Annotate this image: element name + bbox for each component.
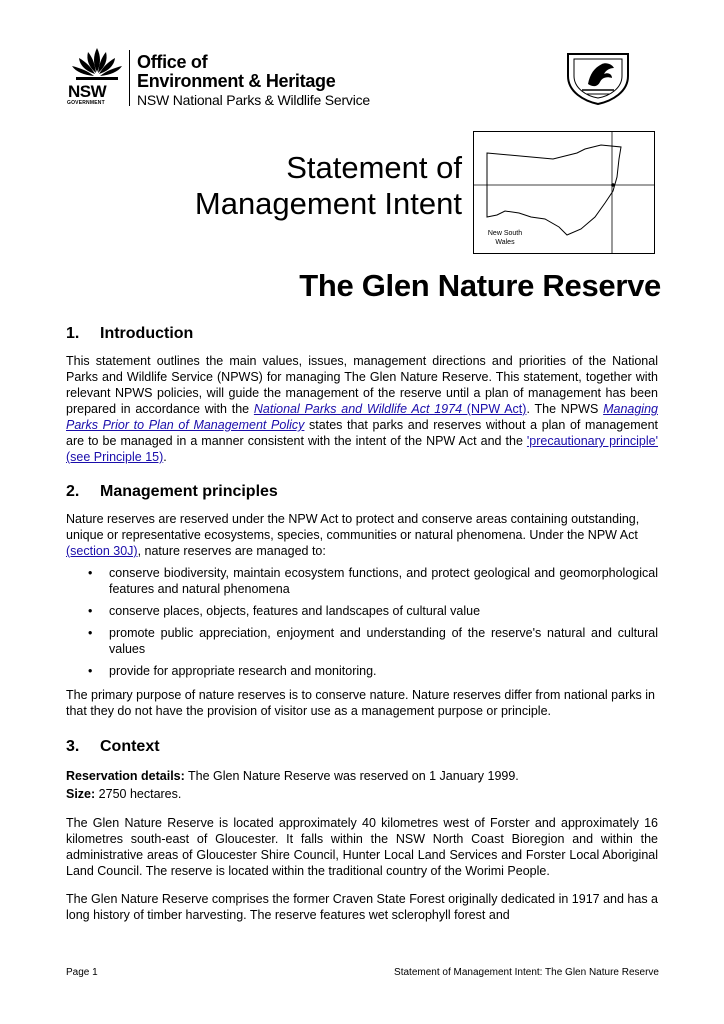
management-principles-list xyxy=(66,565,658,685)
reserve-size xyxy=(66,786,658,802)
org-name-line1: Office of xyxy=(137,52,208,72)
document-type-line2: Management Intent xyxy=(194,186,462,221)
government-logo-text: GOVERNMENT xyxy=(67,100,105,106)
section-heading-context xyxy=(66,738,160,756)
nsw-logo-text: NSW xyxy=(68,82,107,101)
list-item xyxy=(66,663,658,679)
intro-text-b: . The NPWS xyxy=(526,402,604,416)
section-heading-management-principles xyxy=(66,483,278,501)
context-paragraph-history: The Glen Nature Reserve comprises the former Craven State Forest originally dedicated in 1917 and has a long history of timber harvesting. The reserve features wet sclerophyll forest and xyxy=(66,892,658,922)
section-title: Introduction xyxy=(100,325,194,342)
bullet-icon: • xyxy=(88,604,93,618)
bullet-icon: • xyxy=(88,626,93,640)
size-label: Size: xyxy=(66,787,96,801)
header-divider xyxy=(129,50,130,106)
principles-intro-text-b: , nature reserves are managed to: xyxy=(137,544,326,558)
intro-text-c: states that parks and reserves without a plan of management are to be managed in a manner consistent with the intent of the NPW Act and the xyxy=(66,418,659,448)
reserve-title: The Glen Nature Reserve xyxy=(299,268,661,303)
section-title: Context xyxy=(100,738,160,755)
management-principles-closing: The primary purpose of nature reserves is to conserve nature. Nature reserves differ from national parks in that they do not have the provision of visitor use as a management purpose or principle. xyxy=(66,688,655,718)
map-label xyxy=(485,229,525,247)
org-name-line2: Environment & Heritage xyxy=(137,71,336,91)
list-item-text: conserve places, objects, features and landscapes of cultural value xyxy=(109,604,481,618)
page-number: Page 1 xyxy=(66,967,98,978)
running-footer-title: Statement of Management Intent: The Glen Nature Reserve xyxy=(394,967,659,978)
list-item-text: conserve biodiversity, maintain ecosystem functions, and protect geological and geomorphological features and natural phenomena xyxy=(109,566,658,596)
section-number: 2. xyxy=(66,483,80,500)
location-map xyxy=(473,131,655,254)
list-item-text: provide for appropriate research and monitoring. xyxy=(109,664,377,678)
principles-intro-text-a: Nature reserves are reserved under the NPW Act to protect and conserve areas containing outstanding, unique or representative ecosystems, species, communities or natural phenomena. Under the NPW Act xyxy=(66,512,640,542)
section-30j-link[interactable]: (section 30J) xyxy=(66,544,138,558)
list-item xyxy=(66,603,658,619)
list-item-text: promote public appreciation, enjoyment and understanding of the reserve's natural and cultural values xyxy=(109,626,658,656)
management-principles-intro xyxy=(66,511,658,559)
size-text: 2750 hectares. xyxy=(95,787,182,801)
reservation-text: The Glen Nature Reserve was reserved on 1 January 1999. xyxy=(184,769,519,783)
bullet-icon: • xyxy=(88,664,93,678)
npws-emblem-icon xyxy=(562,46,634,104)
org-name-line3: NSW National Parks & Wildlife Service xyxy=(137,92,370,108)
section-title: Management principles xyxy=(100,483,278,500)
intro-text-d: . xyxy=(163,450,167,464)
introduction-paragraph xyxy=(66,353,658,465)
bullet-icon: • xyxy=(88,566,93,580)
map-label-line2: Wales xyxy=(495,239,515,246)
section-number: 1. xyxy=(66,325,80,342)
reservation-details xyxy=(66,768,658,784)
managing-parks-policy-link[interactable]: Managing Parks Prior to Plan of Management Policy xyxy=(66,402,658,432)
reservation-label: Reservation details: xyxy=(66,769,185,783)
list-item xyxy=(66,625,658,657)
precautionary-principle-link[interactable]: 'precautionary principle' (see Principle 15) xyxy=(66,434,659,464)
npw-act-abbr-link[interactable]: (NPW Act) xyxy=(462,402,527,416)
section-heading-introduction xyxy=(66,325,193,343)
document-type-heading xyxy=(142,150,462,222)
document-type-line1: Statement of xyxy=(286,150,462,185)
list-item xyxy=(66,565,658,597)
npw-act-link[interactable]: National Parks and Wildlife Act 1974 xyxy=(253,402,463,416)
intro-text-a: This statement outlines the main values, issues, management directions and priorities of the National Parks and Wildlife Service (NPWS) for managing The Glen Nature Reserve. This statement, together with relevant NPWS policies, will guide the management of the reserve until a plan of management has been prepared in accordance with the xyxy=(66,354,658,416)
section-number: 3. xyxy=(66,738,80,755)
map-label-line1: New South xyxy=(487,230,523,237)
context-paragraph-location: The Glen Nature Reserve is located approximately 40 kilometres west of Forster and approximately 16 kilometres south-east of Gloucester. It falls within the NSW North Coast Bioregion and within the administrative areas of Gloucester Shire Council, Hunter Local Land Services and Forster Local Aboriginal Land Council. The reserve is located within the traditional country of the Worimi People. xyxy=(66,816,658,878)
